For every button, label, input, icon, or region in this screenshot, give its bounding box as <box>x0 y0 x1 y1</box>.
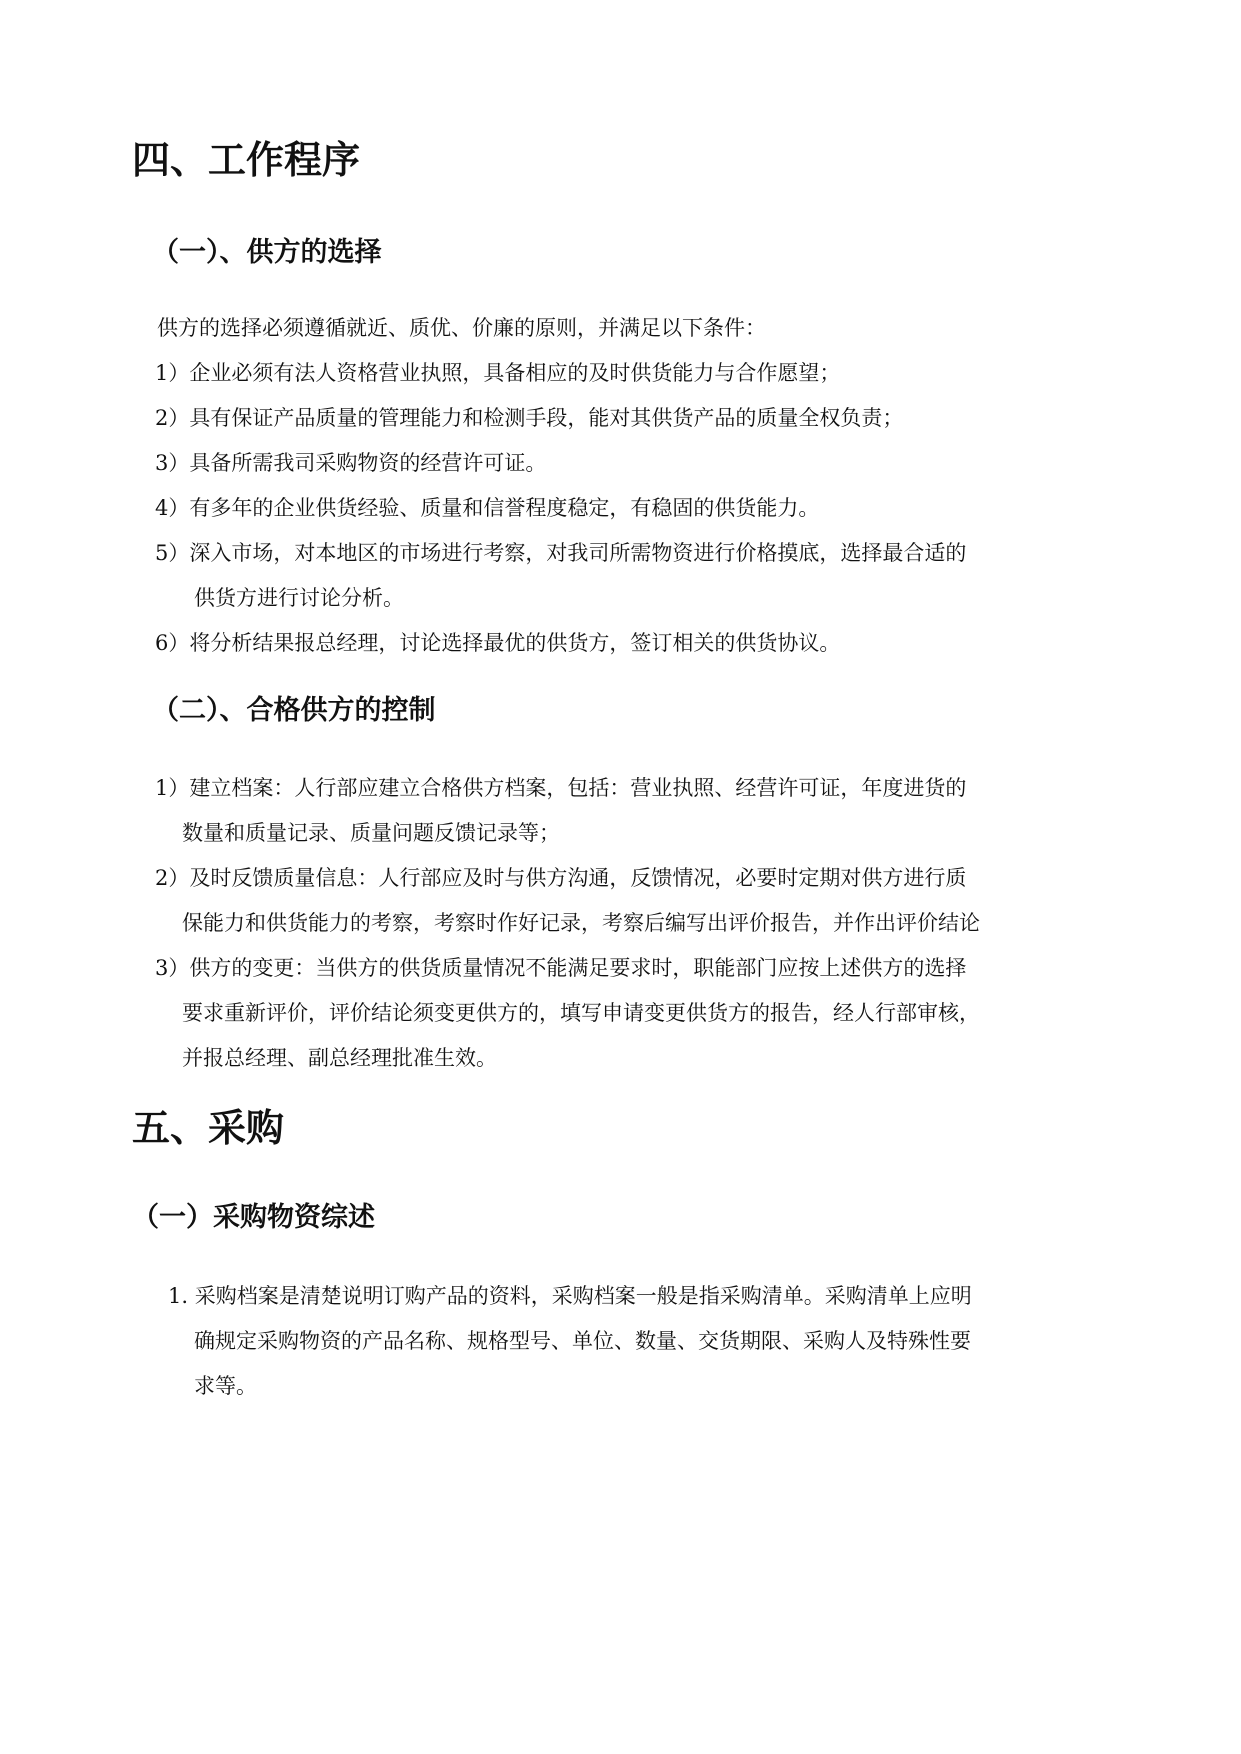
supplier-condition-3: 3）具备所需我司采购物资的经营许可证。 <box>155 451 547 475</box>
control-item-3-continued-2: 并报总经理、副总经理批准生效。 <box>182 1046 497 1070</box>
supplier-condition-5-continued: 供货方进行讨论分析。 <box>194 586 404 610</box>
supplier-condition-2: 2）具有保证产品质量的管理能力和检测手段，能对其供货产品的质量全权负责； <box>155 406 904 430</box>
procurement-item-1: 1. 采购档案是清楚说明订购产品的资料，采购档案一般是指采购清单。采购清单上应明 <box>168 1284 972 1308</box>
supplier-condition-4: 4）有多年的企业供货经验、质量和信誉程度稳定，有稳固的供货能力。 <box>155 496 820 520</box>
procurement-item-1-continued-2: 求等。 <box>194 1374 257 1398</box>
control-item-1-continued: 数量和质量记录、质量问题反馈记录等； <box>182 821 560 845</box>
supplier-condition-5: 5）深入市场，对本地区的市场进行考察，对我司所需物资进行价格摸底，选择最合适的 <box>155 541 967 565</box>
supplier-selection-intro: 供方的选择必须遵循就近、质优、价廉的原则，并满足以下条件： <box>157 316 766 340</box>
control-item-3: 3）供方的变更：当供方的供货质量情况不能满足要求时，职能部门应按上述供方的选择 <box>155 956 967 980</box>
procurement-item-1-continued: 确规定采购物资的产品名称、规格型号、单位、数量、交货期限、采购人及特殊性要 <box>194 1329 971 1353</box>
control-item-2: 2）及时反馈质量信息：人行部应及时与供方沟通，反馈情况，必要时定期对供方进行质 <box>155 866 967 890</box>
subsection-supplier-selection-heading: （一）、供方的选择 <box>152 237 382 268</box>
section-5-heading: 五、采购 <box>132 1106 285 1150</box>
control-item-2-continued: 保能力和供货能力的考察，考察时作好记录，考察后编写出评价报告，并作出评价结论 <box>182 911 980 935</box>
supplier-condition-6: 6）将分析结果报总经理，讨论选择最优的供货方，签订相关的供货协议。 <box>155 631 841 655</box>
supplier-condition-1: 1）企业必须有法人资格营业执照，具备相应的及时供货能力与合作愿望； <box>155 361 841 385</box>
control-item-3-continued: 要求重新评价，评价结论须变更供方的，填写申请变更供货方的报告，经人行部审核， <box>182 1001 980 1025</box>
subsection-qualified-supplier-control-heading: （二）、合格供方的控制 <box>152 695 436 726</box>
subsection-procurement-overview-heading: （一）采购物资综述 <box>132 1202 375 1233</box>
section-4-heading: 四、工作程序 <box>132 138 361 182</box>
control-item-1: 1）建立档案：人行部应建立合格供方档案，包括：营业执照、经营许可证，年度进货的 <box>155 776 967 800</box>
